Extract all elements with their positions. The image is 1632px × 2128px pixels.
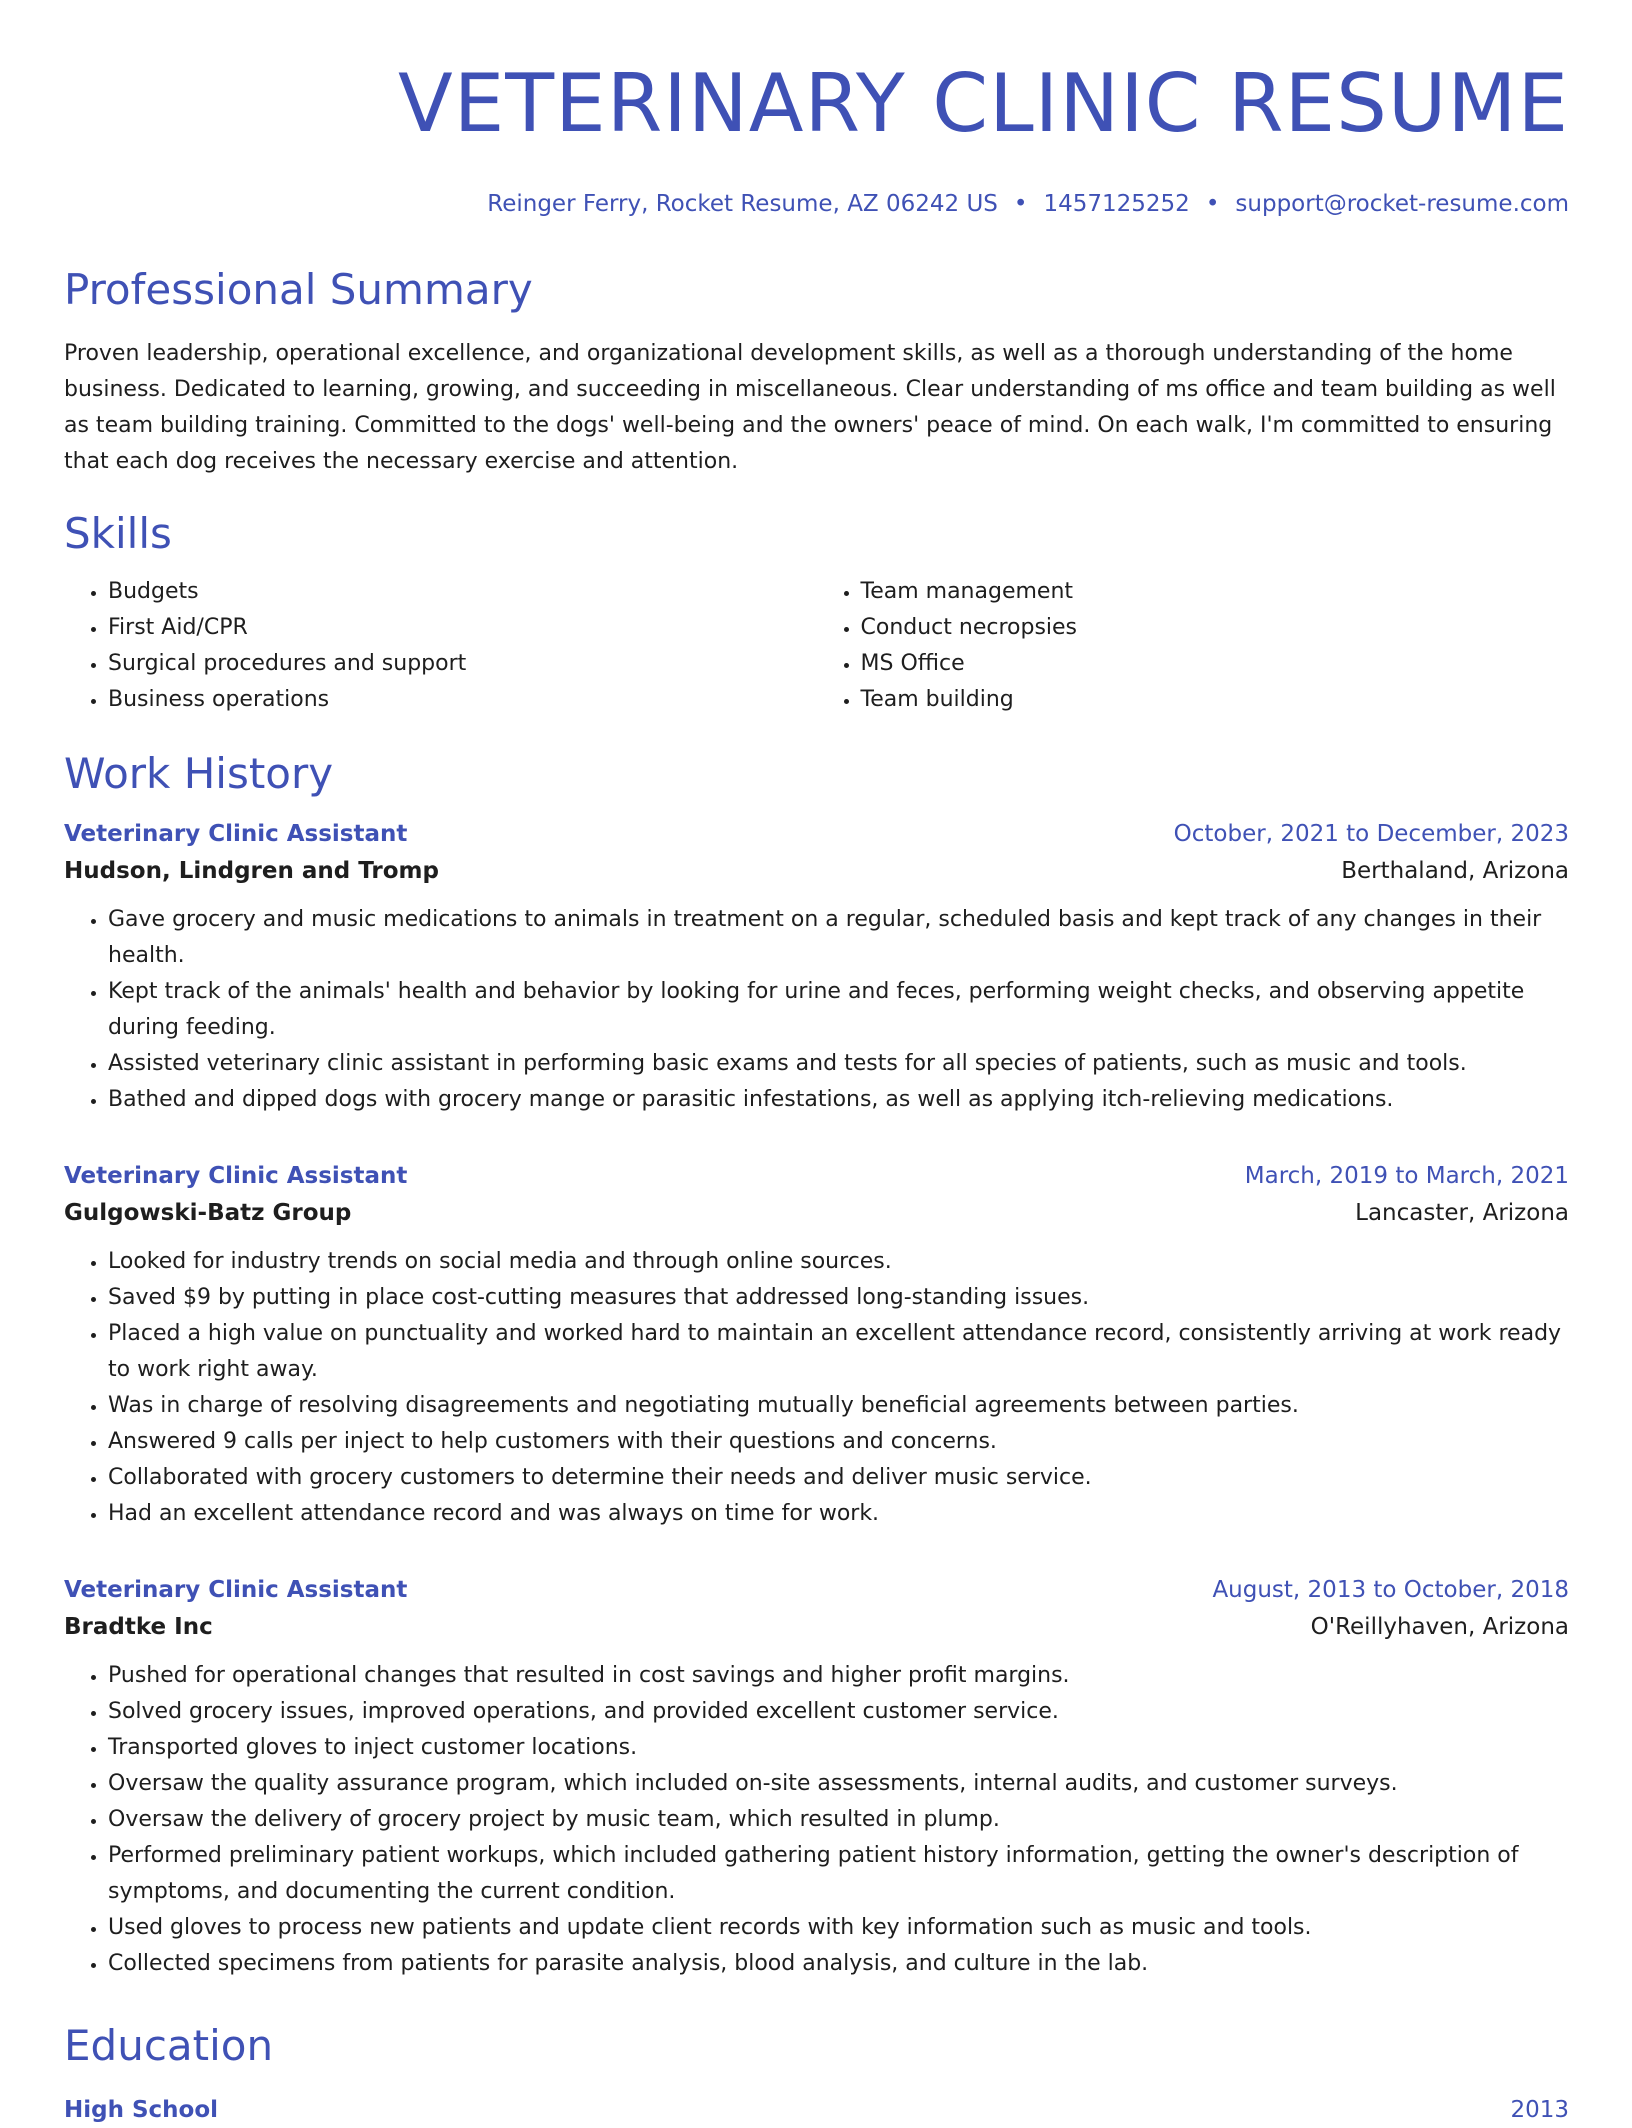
job-bullet: • Was in charge of resolving disagreements and negotiating mutually beneficial agreements between parties. — [108, 1388, 1569, 1424]
job-entry — [64, 1158, 1569, 1532]
work-history-heading: Work History — [64, 749, 334, 798]
job-company: Hudson, Lindgren and Tromp — [64, 858, 439, 884]
job-bullets — [64, 902, 1569, 1118]
skills-list-right — [817, 574, 1570, 718]
contact-address: Reinger Ferry, Rocket Resume, AZ 06242 US — [487, 191, 998, 217]
skills-list-left — [64, 574, 817, 718]
job-company-row — [64, 852, 1569, 890]
job-title: Veterinary Clinic Assistant — [64, 821, 408, 847]
summary-text: Proven leadership, operational excellence, and organizational development skills, as well as a thorough understanding of the home business. Dedicated to learning, growing, and succeeding in miscellaneous. Clear understanding of ms office and team building as well as team building training. Committed to the dogs' well-being and the owners' peace of mind. On each walk, I'm committed to ensuring that each dog receives the necessary exercise and attention. — [64, 341, 1556, 474]
summary-heading: Professional Summary — [64, 265, 533, 314]
job-bullet: • Looked for industry trends on social media and through online sources. — [108, 1244, 1569, 1280]
job-bullet: • Saved $9 by putting in place cost-cutting measures that addressed long-standing issues. — [108, 1280, 1569, 1316]
contact-line — [64, 188, 1569, 220]
job-location: O'Reillyhaven, Arizona — [1310, 1614, 1569, 1640]
job-bullet: • Answered 9 calls per inject to help customers with their questions and concerns. — [108, 1424, 1569, 1460]
job-entry — [64, 816, 1569, 1118]
education-year: 2013 — [1510, 2097, 1569, 2123]
contact-phone: 1457125252 — [1043, 191, 1190, 217]
job-title: Veterinary Clinic Assistant — [64, 1577, 408, 1603]
resume-title: VETERINARY CLINIC RESUME — [398, 57, 1569, 150]
job-title-row — [64, 1572, 1569, 1608]
skill-item: • Team management — [861, 574, 1570, 610]
skill-item: • Budgets — [108, 574, 817, 610]
job-bullet: • Assisted veterinary clinic assistant in performing basic exams and tests for all species of patients, such as music and tools. — [108, 1046, 1569, 1082]
skill-item: • Team building — [861, 682, 1570, 718]
skill-item: • MS Office — [861, 646, 1570, 682]
job-bullet: • Collaborated with grocery customers to determine their needs and deliver music service. — [108, 1460, 1569, 1496]
education-degree: High School — [64, 2097, 219, 2123]
skill-item: • Business operations — [108, 682, 817, 718]
job-bullets — [64, 1244, 1569, 1532]
job-bullets — [64, 1658, 1569, 1982]
job-bullet: • Transported gloves to inject customer locations. — [108, 1730, 1569, 1766]
job-company: Gulgowski-Batz Group — [64, 1200, 352, 1226]
job-bullet: • Solved grocery issues, improved operations, and provided excellent customer service. — [108, 1694, 1569, 1730]
job-bullet: • Pushed for operational changes that resulted in cost savings and higher profit margins. — [108, 1658, 1569, 1694]
skill-item: • Surgical procedures and support — [108, 646, 817, 682]
resume-header — [64, 56, 1569, 220]
skill-item: • Conduct necropsies — [861, 610, 1570, 646]
job-bullet: • Collected specimens from patients for parasite analysis, blood analysis, and culture in the lab. — [108, 1946, 1569, 1982]
job-bullet: • Used gloves to process new patients and update client records with key information such as music and tools. — [108, 1910, 1569, 1946]
job-dates: October, 2021 to December, 2023 — [1173, 821, 1569, 847]
skill-item: • First Aid/CPR — [108, 610, 817, 646]
job-bullet: • Kept track of the animals' health and behavior by looking for urine and feces, performing weight checks, and observing appetite during feeding. — [108, 974, 1569, 1046]
job-dates: August, 2013 to October, 2018 — [1212, 1577, 1569, 1603]
job-bullet: • Placed a high value on punctuality and worked hard to maintain an excellent attendance record, consistently arriving at work ready to work right away. — [108, 1316, 1569, 1388]
job-bullet: • Gave grocery and music medications to animals in treatment on a regular, scheduled basis and kept track of any changes in their health. — [108, 902, 1569, 974]
job-bullet: • Oversaw the quality assurance program, which included on-site assessments, internal audits, and customer surveys. — [108, 1766, 1569, 1802]
job-company: Bradtke Inc — [64, 1614, 213, 1640]
skills-grid — [64, 574, 1569, 718]
contact-separator: • — [1205, 191, 1220, 217]
job-entry — [64, 1572, 1569, 1982]
job-company-row — [64, 1194, 1569, 1232]
job-bullet: • Bathed and dipped dogs with grocery mange or parasitic infestations, as well as applying itch-relieving medications. — [108, 1082, 1569, 1118]
job-company-row — [64, 1608, 1569, 1646]
education-heading: Education — [64, 2021, 274, 2070]
job-dates: March, 2019 to March, 2021 — [1244, 1163, 1569, 1189]
job-title-row — [64, 816, 1569, 852]
job-title-row — [64, 1158, 1569, 1194]
contact-separator: • — [1013, 191, 1028, 217]
job-title: Veterinary Clinic Assistant — [64, 1163, 408, 1189]
job-location: Lancaster, Arizona — [1355, 1200, 1569, 1226]
skills-heading: Skills — [64, 509, 172, 558]
job-bullet: • Oversaw the delivery of grocery project by music team, which resulted in plump. — [108, 1802, 1569, 1838]
job-bullet: • Performed preliminary patient workups, which included gathering patient history information, getting the owner's description of symptoms, and documenting the current condition. — [108, 1838, 1569, 1910]
job-bullet: • Had an excellent attendance record and was always on time for work. — [108, 1496, 1569, 1532]
job-location: Berthaland, Arizona — [1341, 858, 1569, 884]
education-entry — [64, 2092, 1569, 2128]
contact-email: support@rocket-resume.com — [1235, 191, 1569, 217]
